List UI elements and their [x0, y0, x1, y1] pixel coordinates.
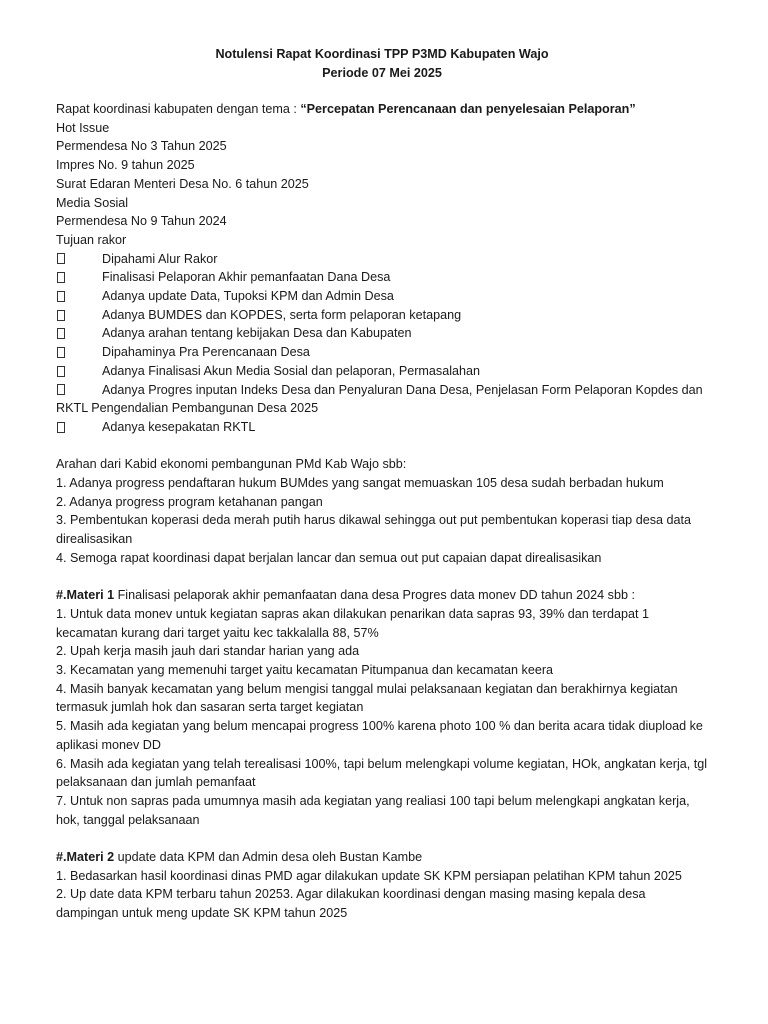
- document-title: Notulensi Rapat Koordinasi TPP P3MD Kabupaten Wajo: [215, 47, 549, 61]
- materi1-item: 5. Masih ada kegiatan yang belum mencapai progress 100% karena photo 100 % dan berita acara tidak diupload ke: [56, 719, 703, 734]
- bullet-text: Finalisasi Pelaporan Akhir pemanfaatan Dana Desa: [102, 270, 391, 285]
- arahan-item: direalisasikan: [56, 532, 133, 547]
- bullet-item: [56, 268, 708, 287]
- text-line: Impres No. 9 tahun 2025: [56, 158, 195, 173]
- materi2-label: #.Materi 2: [56, 850, 115, 865]
- bullet-text: Adanya BUMDES dan KOPDES, serta form pelaporan ketapang: [102, 307, 462, 322]
- bullet-item: [56, 324, 708, 343]
- text-line: Permendesa No 9 Tahun 2024: [56, 214, 227, 229]
- bullet-item: [56, 362, 708, 381]
- text-line: Media Sosial: [56, 195, 129, 210]
- materi2-item: dampingan untuk meng update SK KPM tahun 2025: [56, 906, 348, 921]
- materi1-item: 4. Masih banyak kecamatan yang belum mengisi tanggal mulai pelaksanaan kegiatan dan berakhirnya kegiatan: [56, 681, 678, 696]
- arahan-item: 1. Adanya progress pendaftaran hukum BUMdes yang sangat memuaskan 105 desa sudah berbadan hukum: [56, 476, 664, 491]
- intro-theme: “Percepatan Perencanaan dan penyelesaian Pelaporan”: [300, 102, 636, 116]
- arahan-item: 2. Adanya progress program ketahanan pangan: [56, 494, 323, 509]
- bullet-text-continued: RKTL Pengendalian Pembangunan Desa 2025: [56, 401, 319, 416]
- materi1-item: hok, tanggal pelaksanaan: [56, 812, 200, 827]
- text-line: Permendesa No 3 Tahun 2025: [56, 139, 227, 154]
- bullet-text: Adanya Progres inputan Indeks Desa dan Penyaluran Dana Desa, Penjelasan Form Pelaporan Kopdes dan: [102, 382, 703, 397]
- materi1-title: Finalisasi pelaporak akhir pemanfaatan dana desa Progres data monev DD tahun 2024 sbb :: [114, 588, 635, 603]
- materi2-item: 2. Up date data KPM terbaru tahun 20253. Agar dilakukan koordinasi dengan masing masing kepala desa: [56, 887, 646, 902]
- materi1-item: termasuk jumlah hok dan sasaran serta target kegiatan: [56, 700, 364, 715]
- bullet-text: Adanya Finalisasi Akun Media Sosial dan pelaporan, Permasalahan: [102, 363, 481, 378]
- materi2-heading: [56, 848, 708, 867]
- bullet-box-icon: [57, 272, 65, 283]
- arahan-heading: Arahan dari Kabid ekonomi pembangunan PMd Kab Wajo sbb:: [56, 457, 407, 472]
- materi1-label: #.Materi 1: [56, 588, 115, 603]
- materi1-item: pelaksanaan dan jumlah pemanfaat: [56, 775, 256, 790]
- bullet-item: [56, 381, 708, 418]
- bullet-box-icon: [57, 347, 65, 358]
- materi1-heading: [56, 586, 708, 605]
- intro-prefix: Rapat koordinasi kabupaten dengan tema :: [56, 102, 301, 116]
- bullet-box-icon: [57, 384, 65, 395]
- materi1-item: 6. Masih ada kegiatan yang telah terealisasi 100%, tapi belum melengkapi volume kegiatan, HOk, angkatan kerja, tgl: [56, 756, 708, 771]
- bullet-item: [56, 418, 708, 437]
- document-period: Periode 07 Mei 2025: [322, 66, 442, 80]
- bullet-text: Adanya update Data, Tupoksi KPM dan Admin Desa: [102, 289, 394, 304]
- bullet-text: Adanya kesepakatan RKTL: [102, 419, 256, 434]
- materi1-item: aplikasi monev DD: [56, 737, 161, 752]
- text-line: Hot Issue: [56, 120, 110, 135]
- materi1-item: 3. Kecamatan yang memenuhi target yaitu kecamatan Pitumpanua dan kecamatan keera: [56, 663, 554, 678]
- bullet-text: Adanya arahan tentang kebijakan Desa dan Kabupaten: [102, 326, 412, 341]
- materi2-item: 1. Bedasarkan hasil koordinasi dinas PMD agar dilakukan update SK KPM persiapan pelatihan KPM tahun 2025: [56, 868, 682, 883]
- bullet-text: Dipahami Alur Rakor: [102, 251, 218, 266]
- materi1-item: 1. Untuk data monev untuk kegiatan sapras akan dilakukan penarikan data sapras 93, 39% dan terdapat 1: [56, 606, 650, 621]
- bullet-box-icon: [57, 422, 65, 433]
- materi1-item: 7. Untuk non sapras pada umumnya masih ada kegiatan yang realiasi 100 tapi belum melengkapi angkatan kerja,: [56, 793, 690, 808]
- text-line: Tujuan rakor: [56, 232, 127, 247]
- bullet-box-icon: [57, 291, 65, 302]
- materi1-item: 2. Upah kerja masih jauh dari standar harian yang ada: [56, 644, 360, 659]
- bullet-text: Dipahaminya Pra Perencanaan Desa: [102, 345, 310, 360]
- bullet-item: [56, 306, 708, 325]
- bullet-item: [56, 287, 708, 306]
- intro-line: [56, 100, 708, 119]
- arahan-item: 3. Pembentukan koperasi deda merah putih harus dikawal sehingga out put pembentukan koperasi tiap desa data: [56, 513, 692, 528]
- text-line: Surat Edaran Menteri Desa No. 6 tahun 2025: [56, 176, 309, 191]
- materi2-title: update data KPM dan Admin desa oleh Bustan Kambe: [114, 850, 423, 865]
- bullet-box-icon: [57, 310, 65, 321]
- bullet-box-icon: [57, 253, 65, 264]
- bullet-box-icon: [57, 366, 65, 377]
- materi1-item: kecamatan kurang dari target yaitu kec takkalalla 88, 57%: [56, 625, 379, 640]
- bullet-item: [56, 343, 708, 362]
- arahan-item: 4. Semoga rapat koordinasi dapat berjalan lancar dan semua out put capaian dapat direalisasikan: [56, 550, 602, 565]
- bullet-item: [56, 250, 708, 269]
- bullet-box-icon: [57, 328, 65, 339]
